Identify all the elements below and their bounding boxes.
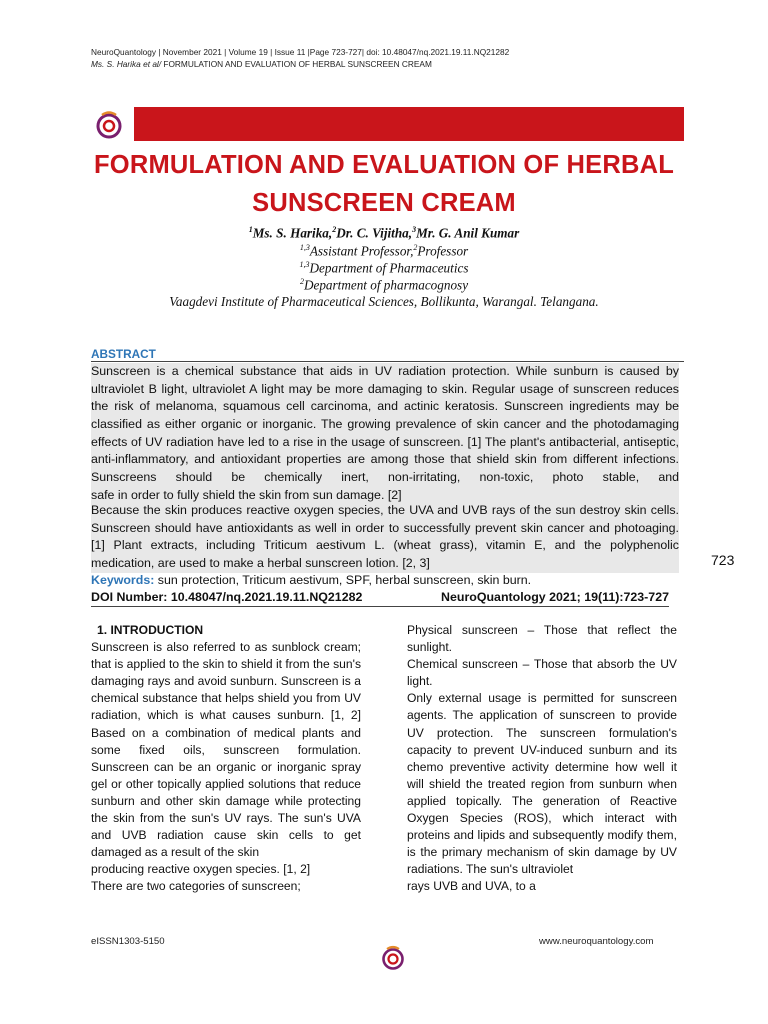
abstract-heading: ABSTRACT xyxy=(91,347,156,361)
footer-logo-icon xyxy=(378,944,408,972)
running-author: Ms. S. Harika et al/ xyxy=(91,59,162,69)
doi-bottom-rule xyxy=(91,606,669,607)
author-list: $^1$Ms. S. Harika,$^2$Dr. C. Vijitha,$^3$Mr. G. Anil Kumar xyxy=(248,225,520,241)
paper-title-line1: FORMULATION AND EVALUATION OF HERBAL xyxy=(94,151,674,179)
usage-paragraph: Only external usage is permitted for sunscreen agents. The application of sunscreen to provide UV protection. The sunscreen formulation's capacity to prevent UV-induced sunburn and its chemo preventive activity determine how well it will shield the treated region from sunburn when applied topically. The generation of Reactive Oxygen Species (ROS), which interact with proteins and lipids and subsequently modify them, is the primary mechanism of skin damage by UV radiations. The sun's ultraviolet xyxy=(407,691,677,877)
journal-citation: NeuroQuantology 2021; 19(11):723-727 xyxy=(441,590,669,604)
right-column: Physical sunscreen – Those that reflect the sunlight. Chemical sunscreen – Those that absorb the UV light. Only external usage is permitted for sunscreen agents. The application of sunscreen to provide UV protection. The sunscreen formulation's capacity to prevent UV-induced sunburn and its chemo preventive activity determine how well it will shield the treated region from sunburn when applied topically. The generation of Reactive Oxygen Species (ROS), which interact with proteins and lipids and subsequently modify them, is the primary mechanism of skin damage by UV radiations. The sun's ultraviolet rays UVB and UVA, to a xyxy=(407,623,677,894)
physical-sunscreen-line: Physical sunscreen – Those that reflect the xyxy=(407,623,677,637)
footer-url[interactable]: www.neuroquantology.com xyxy=(539,936,654,947)
neuroquantology-logo-icon xyxy=(92,110,126,140)
running-header xyxy=(91,59,432,69)
abstract-paragraph-1: Sunscreen is a chemical substance that aids in UV radiation protection. While sunburn is caused by ultraviolet B light, ultraviolet A light may be more damaging to skin. Regular usage of sunscreen reduces the risk of melanoma, squamous cell carcinoma, and actinic keratosis. Sunscreen ingredients may be classified as either organic or inorganic. The growing prevalence of skin cancer and the photodamaging effects of UV radiation have led to a rise in the usage of sunscreen. [1] The plant's antibacterial, antiseptic, anti-inflammatory, and antioxidant properties are among those that shield skin from different infections. Sunscreens should be chemically inert, non-irritating, non-toxic, photo stable, and safe in order to fully shield the skin from sun damage. [2] xyxy=(91,363,679,504)
header-banner xyxy=(134,107,684,141)
chemical-sunscreen-line: Chemical sunscreen – Those that absorb the UV xyxy=(407,657,677,672)
keywords: Keywords: sun protection, Triticum aestivum, SPF, herbal sunscreen, skin burn. xyxy=(91,573,532,587)
affiliation-dept-2: $^2$Department of pharmacognosy xyxy=(299,277,469,293)
intro-paragraph-2: There are two categories of sunscreen; xyxy=(91,879,301,894)
left-column: 1. INTRODUCTION Sunscreen is also referred to as sunblock cream; that is applied to the skin to shield it from the sun's damaging rays and avoid sunburn. Sunscreen is a chemical substance that helps shield you from UV radiation, which is what causes sunburn. [1, 2] Based on a combination of medical plants and some fixed oils, sunscreen formulation. Sunscreen can be an organic or inorganic spray gel or other topically applied solutions that reduce sunburn and other skin damage while protecting the skin from the sun's UV rays. The sun's UVA and UVB radiation cause skin cells to get damaged as a result of the skin producing reactive oxygen species. [1, 2] There are two categories of sunscreen; xyxy=(91,622,361,896)
abstract-paragraph-2: Because the skin produces reactive oxygen species, the UVA and UVB rays of the sun destroy skin cells. Sunscreen should have antioxidants as well in order to successfully prevent skin cancer and photoaging. [1] Plant extracts, including Triticum aestivum L. (wheat grass), vitamin E, and the polyphenolic medication, are used to make a herbal sunscreen lotion. [2, 3] xyxy=(91,502,679,573)
doi-line xyxy=(91,590,669,604)
paper-title-line2: SUNSCREEN CREAM xyxy=(252,189,516,217)
section-heading-introduction: 1. INTRODUCTION xyxy=(97,623,204,637)
affiliation-role: $^{1,3}$Assistant Professor,$^2$Professor xyxy=(299,243,469,259)
running-title: FORMULATION AND EVALUATION OF HERBAL SUNSCREEN CREAM xyxy=(161,59,432,69)
institute: Vaagdevi Institute of Pharmaceutical Sciences, Bollikunta, Warangal. Telangana. xyxy=(169,294,599,309)
footer-issn: eISSN1303-5150 xyxy=(91,936,165,947)
page-number: 723 xyxy=(711,552,735,568)
citation-header: NeuroQuantology | November 2021 | Volume 19 | Issue 11 |Page 723-727| doi: 10.48047/nq.2021.19.11.NQ21282 xyxy=(91,47,510,57)
abstract-top-rule xyxy=(91,361,684,362)
doi-number: DOI Number: 10.48047/nq.2021.19.11.NQ21282 xyxy=(91,590,363,604)
intro-paragraph: Sunscreen is also referred to as sunblock cream; that is applied to the skin to shield it from the sun's damaging rays and avoid sunburn. Sunscreen is a chemical substance that helps shield you from UV radiation, which is what causes sunburn. [1, 2] Based on a combination of medical plants and some fixed oils, sunscreen formulation. Sunscreen can be an organic or inorganic spray gel or other topically applied solutions that reduce sunburn and other skin damage while protecting the skin from the sun's UV rays. The sun's UVA and UVB radiation cause skin cells to get damaged as a result of the skin xyxy=(91,640,361,860)
affiliation-dept-1: $^{1,3}$Department of Pharmaceutics xyxy=(299,260,469,276)
